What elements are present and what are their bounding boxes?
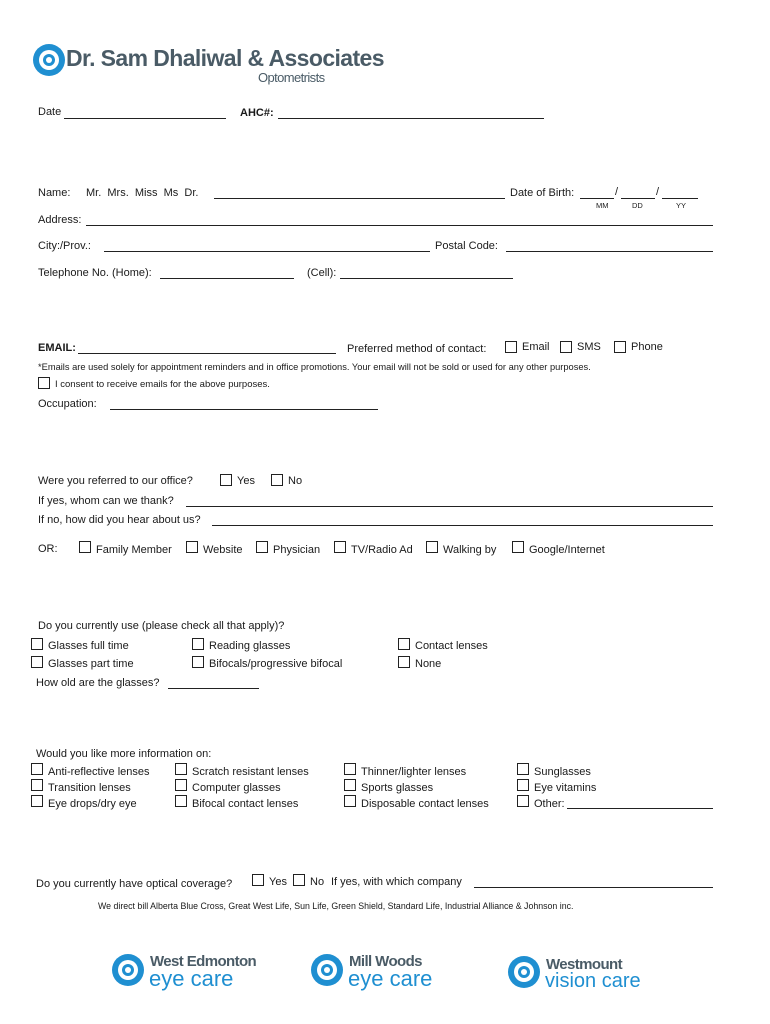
coverage-question: Do you currently have optical coverage?: [36, 878, 233, 890]
consent-label: I consent to receive emails for the above purposes.: [55, 379, 270, 390]
info-transition-label: Transition lenses: [48, 782, 131, 794]
current-use-question: Do you currently use (please check all that apply)?: [38, 620, 285, 632]
info-disposable-checkbox[interactable]: [344, 795, 356, 807]
footer-logo-3-top: Westmount: [546, 956, 622, 973]
info-bifocal-contact-checkbox[interactable]: [175, 795, 187, 807]
date-label: Date: [38, 106, 62, 118]
use-reading-label: Reading glasses: [209, 640, 291, 652]
referral-whom-label: If yes, whom can we thank?: [38, 495, 174, 507]
source-google-label: Google/Internet: [529, 544, 605, 556]
use-glasses-part-label: Glasses part time: [48, 658, 134, 670]
eye-logo-icon: [508, 956, 540, 988]
info-sports-checkbox[interactable]: [344, 779, 356, 791]
contact-phone-label: Phone: [631, 341, 663, 353]
dob-dd-field[interactable]: [621, 198, 655, 199]
dob-sep-2: /: [656, 186, 660, 198]
ahc-label: AHC#:: [240, 107, 274, 119]
info-antireflective-checkbox[interactable]: [31, 763, 43, 775]
info-other-label: Other:: [534, 798, 565, 810]
source-google-checkbox[interactable]: [512, 541, 524, 553]
email-label: EMAIL:: [38, 342, 76, 354]
use-glasses-full-checkbox[interactable]: [31, 638, 43, 650]
source-physician-label: Physician: [273, 544, 321, 556]
glasses-age-label: How old are the glasses?: [36, 677, 160, 689]
coverage-no-label: No: [310, 876, 325, 888]
dob-label: Date of Birth:: [510, 187, 575, 199]
info-computer-label: Computer glasses: [192, 782, 281, 794]
or-label: OR:: [38, 543, 58, 555]
source-walkingby-label: Walking by: [443, 544, 497, 556]
info-bifocal-contact-label: Bifocal contact lenses: [192, 798, 299, 810]
source-tvradio-checkbox[interactable]: [334, 541, 346, 553]
info-thinner-label: Thinner/lighter lenses: [361, 766, 467, 778]
referral-no-checkbox[interactable]: [271, 474, 283, 486]
preferred-contact-label: Preferred method of contact:: [347, 343, 487, 355]
referral-whom-field[interactable]: [186, 506, 713, 507]
dob-yy-field[interactable]: [662, 198, 698, 199]
referral-question: Were you referred to our office?: [38, 475, 193, 487]
more-info-question: Would you like more information on:: [36, 748, 212, 760]
name-label: Name:: [38, 187, 71, 199]
email-field[interactable]: [78, 353, 336, 354]
name-field[interactable]: [214, 198, 505, 199]
source-website-label: Website: [203, 544, 243, 556]
use-bifocal-label: Bifocals/progressive bifocal: [209, 658, 343, 670]
contact-sms-checkbox[interactable]: [560, 341, 572, 353]
coverage-yes-label: Yes: [269, 876, 287, 888]
practice-name: Dr. Sam Dhaliwal & Associates: [66, 45, 384, 71]
postal-field[interactable]: [506, 251, 713, 252]
dob-mm-field[interactable]: [580, 198, 614, 199]
ahc-field[interactable]: [278, 118, 544, 119]
info-thinner-checkbox[interactable]: [344, 763, 356, 775]
footer-logo-2-top: Mill Woods: [349, 953, 422, 970]
date-field[interactable]: [64, 118, 226, 119]
coverage-company-field[interactable]: [474, 887, 713, 888]
contact-phone-checkbox[interactable]: [614, 341, 626, 353]
phone-home-field[interactable]: [160, 278, 294, 279]
eye-logo-icon: [112, 954, 144, 986]
consent-checkbox[interactable]: [38, 377, 50, 389]
use-glasses-part-checkbox[interactable]: [31, 656, 43, 668]
referral-yes-checkbox[interactable]: [220, 474, 232, 486]
use-reading-checkbox[interactable]: [192, 638, 204, 650]
dob-dd-hint: DD: [632, 201, 643, 210]
info-antireflective-label: Anti-reflective lenses: [48, 766, 150, 778]
info-sunglasses-label: Sunglasses: [534, 766, 591, 778]
info-scratch-label: Scratch resistant lenses: [192, 766, 309, 778]
email-disclaimer: *Emails are used solely for appointment reminders and in office promotions. Your email will not be sold or used for any other purposes.: [38, 362, 591, 372]
direct-bill-note: We direct bill Alberta Blue Cross, Great West Life, Sun Life, Green Shield, Standard Life, Industrial Alliance & Johnson inc.: [98, 901, 574, 911]
use-none-checkbox[interactable]: [398, 656, 410, 668]
coverage-yes-checkbox[interactable]: [252, 874, 264, 886]
cell-label: (Cell):: [307, 267, 337, 279]
info-eyedrops-checkbox[interactable]: [31, 795, 43, 807]
use-contacts-label: Contact lenses: [415, 640, 488, 652]
source-website-checkbox[interactable]: [186, 541, 198, 553]
info-disposable-label: Disposable contact lenses: [361, 798, 489, 810]
info-other-field[interactable]: [567, 808, 713, 809]
footer-logo-1-bottom: eye care: [149, 966, 234, 991]
occupation-field[interactable]: [110, 409, 378, 410]
postal-label: Postal Code:: [435, 240, 498, 252]
referral-how-field[interactable]: [212, 525, 713, 526]
source-physician-checkbox[interactable]: [256, 541, 268, 553]
info-sports-label: Sports glasses: [361, 782, 434, 794]
contact-email-checkbox[interactable]: [505, 341, 517, 353]
contact-email-label: Email: [522, 341, 550, 353]
contact-sms-label: SMS: [577, 341, 601, 353]
cell-field[interactable]: [340, 278, 513, 279]
use-contacts-checkbox[interactable]: [398, 638, 410, 650]
city-label: City:/Prov.:: [38, 240, 91, 252]
dob-sep-1: /: [615, 186, 619, 198]
eye-logo-icon: [311, 954, 343, 986]
practice-subtitle: Optometrists: [258, 70, 325, 85]
address-label: Address:: [38, 214, 82, 226]
coverage-no-checkbox[interactable]: [293, 874, 305, 886]
info-vitamins-checkbox[interactable]: [517, 779, 529, 791]
glasses-age-field[interactable]: [168, 688, 259, 689]
info-vitamins-label: Eye vitamins: [534, 782, 597, 794]
source-walkingby-checkbox[interactable]: [426, 541, 438, 553]
use-bifocal-checkbox[interactable]: [192, 656, 204, 668]
referral-how-label: If no, how did you hear about us?: [38, 514, 201, 526]
info-transition-checkbox[interactable]: [31, 779, 43, 791]
dob-yy-hint: YY: [676, 201, 687, 210]
dob-mm-hint: MM: [596, 201, 609, 210]
info-sunglasses-checkbox[interactable]: [517, 763, 529, 775]
city-field[interactable]: [104, 251, 430, 252]
phone-home-label: Telephone No. (Home):: [38, 267, 152, 279]
source-family-label: Family Member: [96, 544, 172, 556]
info-other-checkbox[interactable]: [517, 795, 529, 807]
info-scratch-checkbox[interactable]: [175, 763, 187, 775]
source-family-checkbox[interactable]: [79, 541, 91, 553]
info-computer-checkbox[interactable]: [175, 779, 187, 791]
occupation-label: Occupation:: [38, 398, 97, 410]
footer-logo-3-bottom: vision care: [545, 970, 641, 992]
footer-logo-1-top: West Edmonton: [150, 953, 257, 970]
use-none-label: None: [415, 658, 442, 670]
address-field[interactable]: [86, 225, 713, 226]
eye-logo-icon: [33, 44, 65, 76]
coverage-company-label: If yes, with which company: [331, 876, 462, 888]
referral-yes-label: Yes: [237, 475, 255, 487]
source-tvradio-label: TV/Radio Ad: [351, 544, 413, 556]
info-eyedrops-label: Eye drops/dry eye: [48, 798, 137, 810]
use-glasses-full-label: Glasses full time: [48, 640, 129, 652]
referral-no-label: No: [288, 475, 303, 487]
footer-logo-2-bottom: eye care: [348, 966, 433, 991]
name-titles: Mr. Mrs. Miss Ms Dr.: [86, 187, 199, 199]
